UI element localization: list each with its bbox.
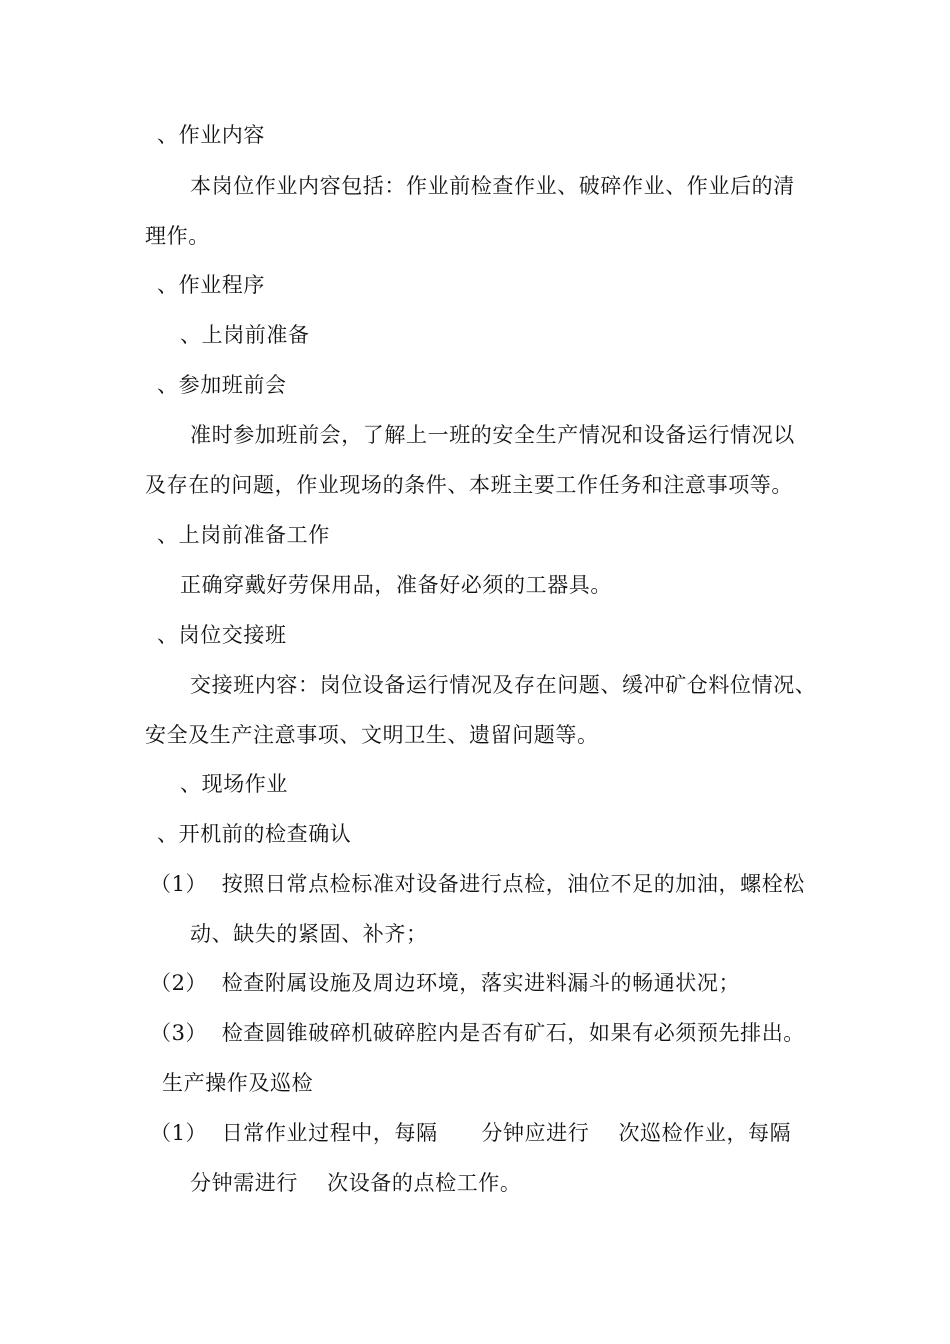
paragraph-line: 理作。 [145,224,210,248]
section-heading-work-procedure: 、作业程序 [157,273,265,297]
list-item: （3） 检查圆锥破碎机破碎腔内是否有矿石，如果有必须预先排出。 [150,1021,805,1045]
item-heading: 生产操作及巡检 [162,1071,314,1095]
list-item: （1） 日常作业过程中，每隔 分钟应进行 次巡检作业，每隔 [150,1121,792,1145]
subsection-heading: 、现场作业 [180,772,288,796]
list-item: （2） 检查附属设施及周边环境，落实进料漏斗的畅通状况； [150,971,741,995]
paragraph-line: 安全及生产注意事项、文明卫生、遗留问题等。 [145,723,599,747]
paragraph-line: 准时参加班前会，了解上一班的安全生产情况和设备运行情况以 [190,423,795,447]
section-heading-work-content: 、作业内容 [157,123,265,147]
item-heading: 、上岗前准备工作 [157,523,330,547]
paragraph-line: 本岗位作业内容包括：作业前检查作业、破碎作业、作业后的清 [190,174,795,198]
item-heading: 、岗位交接班 [157,623,287,647]
paragraph-line: 交接班内容：岗位设备运行情况及存在问题、缓冲矿仓料位情况、 [190,673,817,697]
subsection-heading: 、上岗前准备 [180,323,310,347]
list-item: （1） 按照日常点检标准对设备进行点检，油位不足的加油，螺栓松 [150,872,805,896]
paragraph-line: 正确穿戴好劳保用品，准备好必须的工器具。 [180,573,612,597]
paragraph-line: 及存在的问题，作业现场的条件、本班主要工作任务和注意事项等。 [145,473,793,497]
list-item-continuation: 动、缺失的紧固、补齐； [190,922,428,946]
item-heading: 、参加班前会 [157,373,287,397]
item-heading: 、开机前的检查确认 [157,822,352,846]
list-item-continuation: 分钟需进行 次设备的点检工作。 [190,1171,522,1195]
